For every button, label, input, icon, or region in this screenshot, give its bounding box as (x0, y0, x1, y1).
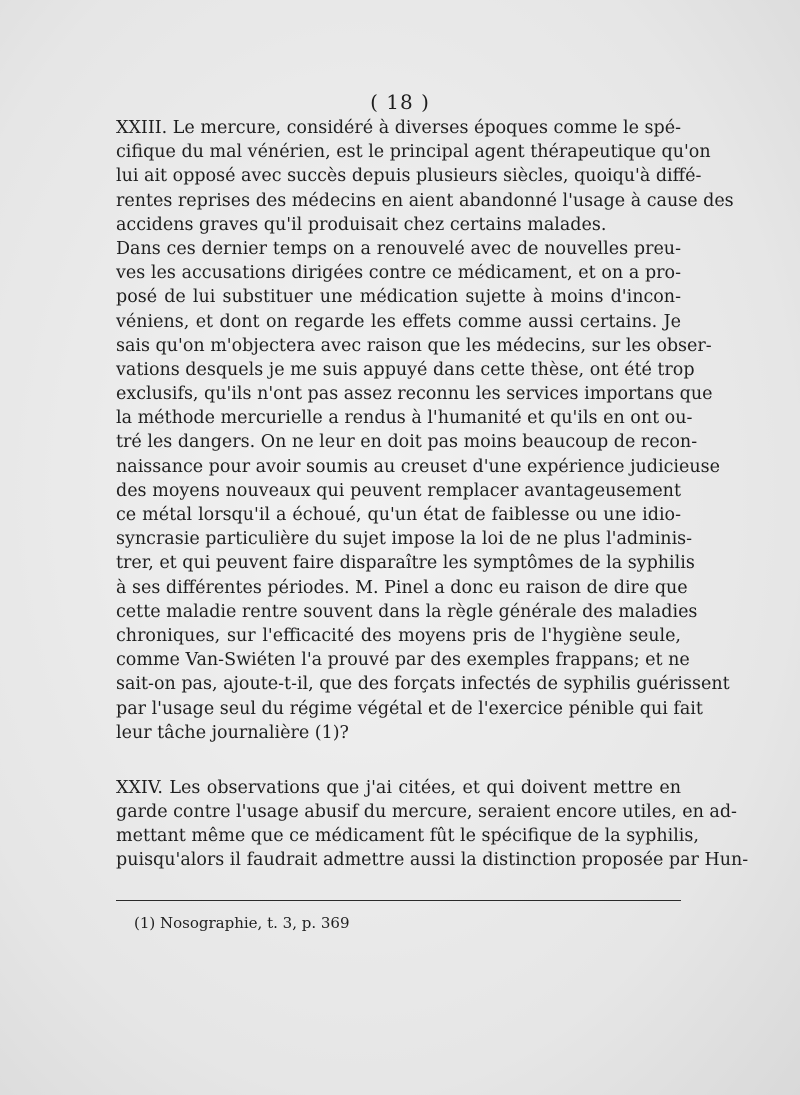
text-line: ves les accusations dirigées contre ce médicament, et on a pro- (116, 263, 681, 284)
body-text (116, 116, 749, 873)
text-line: la méthode mercurielle a rendus à l'humanité et qu'ils en ont ou- (116, 408, 693, 429)
text-line: des moyens nouveaux qui peuvent remplacer avantageusement (116, 480, 681, 501)
text-line: chroniques, sur l'efficacité des moyens pris de l'hygiène seule, (116, 625, 681, 646)
text-line: lui ait opposé avec succès depuis plusieurs siècles, quoiqu'à diffé- (116, 166, 702, 187)
text-line: syncrasie particulière du sujet impose la loi de ne plus l'adminis- (116, 529, 693, 550)
footnote-divider (116, 900, 681, 901)
text-line: par l'usage seul du régime végétal et de l'exercice pénible qui fait (116, 698, 703, 719)
text-line: leur tâche journalière (1)? (116, 722, 349, 743)
text-line: rentes reprises des médecins en aient abandonné l'usage à cause des (116, 190, 734, 211)
text-line: naissance pour avoir soumis au creuset d'une expérience judicieuse (116, 456, 720, 477)
text-line: garde contre l'usage abusif du mercure, seraient encore utiles, en ad- (116, 802, 737, 823)
text-line: exclusifs, qu'ils n'ont pas assez reconnu les services importans que (116, 384, 713, 405)
text-line: comme Van-Swiéten l'a prouvé par des exemples frappans; et ne (116, 650, 690, 671)
page-number: ( 18 ) (370, 90, 430, 114)
text-line: accidens graves qu'il produisait chez certains malades. (116, 214, 607, 235)
text-line: ce métal lorsqu'il a échoué, qu'un état de faiblesse ou une idio- (116, 505, 681, 525)
text-line: XXIII. Le mercure, considéré à diverses époques comme le spé- (116, 118, 681, 138)
text-line: tré les dangers. On ne leur en doit pas moins beaucoup de recon- (116, 432, 698, 453)
text-line: posé de lui substituer une médication sujette à moins d'incon- (116, 287, 681, 308)
text-line: sait-on pas, ajoute-t-il, que des forçats infectés de syphilis guérissent (116, 674, 730, 695)
text-line: mettant même que ce médicament fût le spécifique de la syphilis, (116, 826, 699, 847)
text-line: puisqu'alors il faudrait admettre aussi la distinction proposée par Hun- (116, 850, 749, 871)
text-line: XXIV. Les observations que j'ai citées, et qui doivent mettre en (116, 777, 681, 798)
footnote: (1) Nosographie, t. 3, p. 369 (134, 914, 350, 932)
text-line: vations desquels je me suis appuyé dans cette thèse, ont été trop (116, 359, 695, 380)
text-line: cette maladie rentre souvent dans la règle générale des maladies (116, 601, 698, 622)
text-line: véniens, et dont on regarde les effets comme aussi certains. Je (116, 311, 681, 332)
text-line: Dans ces dernier temps on a renouvelé avec de nouvelles preu- (116, 238, 681, 259)
text-line: trer, et qui peuvent faire disparaître les symptômes de la syphilis (116, 553, 695, 574)
text-line: cifique du mal vénérien, est le principal agent thérapeutique qu'on (116, 142, 711, 163)
paragraph-gap (116, 745, 681, 776)
text-line: sais qu'on m'objectera avec raison que les médecins, sur les obser- (116, 335, 712, 356)
text-line: à ses différentes périodes. M. Pinel a donc eu raison de dire que (116, 577, 688, 598)
